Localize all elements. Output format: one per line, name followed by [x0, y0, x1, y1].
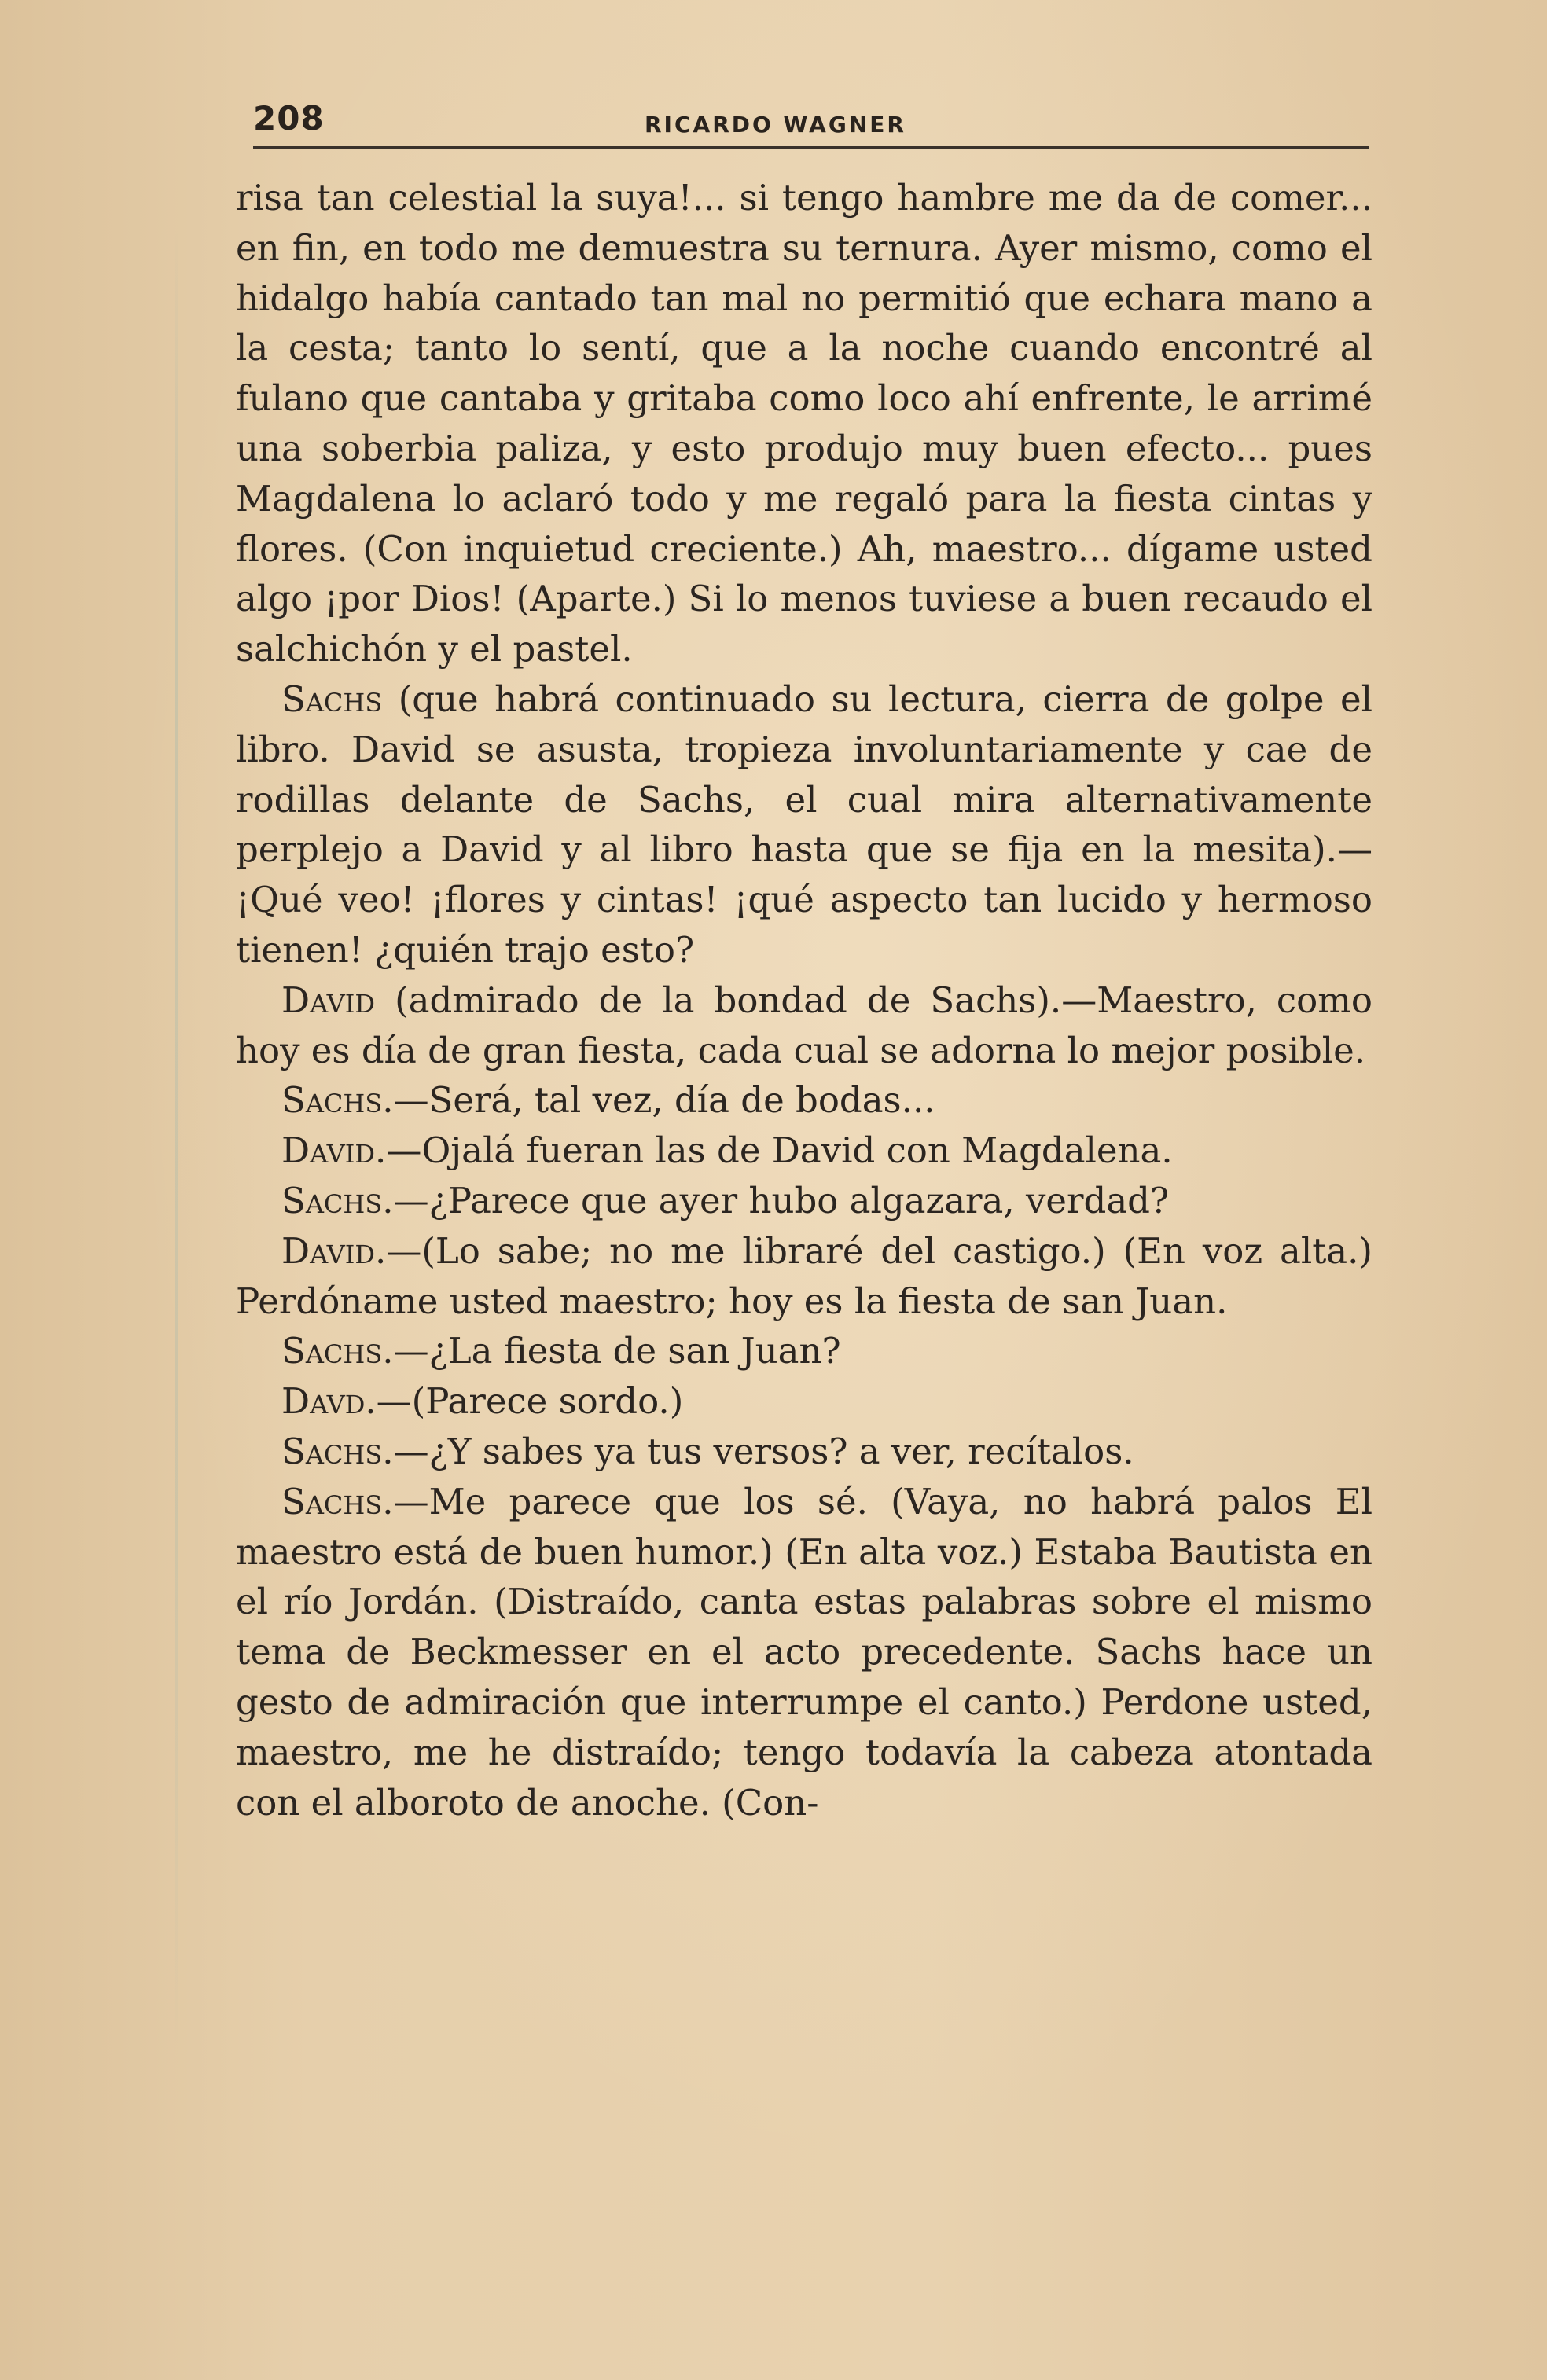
paragraph [236, 1226, 1372, 1327]
body-text [236, 173, 1372, 1827]
header-rule [253, 146, 1369, 149]
paragraph [236, 975, 1372, 1076]
page-number: 208 [253, 99, 325, 138]
page-header [253, 99, 1369, 154]
speech-text: —¿Parece que ayer hubo algazara, verdad? [393, 1179, 1170, 1221]
speaker-name: Sachs. [281, 1330, 394, 1372]
speech-text: —¿Y sabes ya tus versos? a ver, recítalos. [393, 1430, 1134, 1472]
running-head: RICARDO WAGNER [645, 112, 906, 138]
speaker-name: David. [281, 1129, 387, 1172]
speaker-name: Sachs. [281, 1430, 394, 1472]
paragraph: risa tan celestial la suya!... si tengo hambre me da de comer... en fin, en todo me demuestra su ternura. Ayer mismo, como el hidalgo había cantado tan mal no permitió que echara mano a la cesta; tanto lo sentí, que a la noche cuando encontré al fulano que cantaba y gritaba como loco ahí enfrente, le arrimé una soberbia paliza, y esto produjo muy buen efecto... pues Magdalena lo aclaró todo y me regaló para la fiesta cintas y flores. (Con inquietud creciente.) Ah, maestro... dígame usted algo ¡por Dios! (Aparte.) Si lo menos tuviese a buen recaudo el salchichón y el pastel. [236, 177, 1372, 670]
speech-text: —Ojalá fueran las de David con Magdalena. [386, 1129, 1173, 1172]
speech-text: —Me parece que los sé. (Vaya, no habrá palos El maestro está de buen humor.) (En alta voz.) Estaba Bautista en el río Jordán. (Distraído, canta estas palabras sobre el mismo tema de Beckmesser en el acto precedente. Sachs hace un gesto de admiración que interrumpe el canto.) Perdone usted, maestro, me he distraído; tengo todavía la cabeza atontada con el alboroto de anoche. (Con- [236, 1480, 1372, 1824]
paragraph [236, 674, 1372, 975]
speech-text: —Será, tal vez, día de bodas... [393, 1079, 935, 1122]
paragraph [236, 1477, 1372, 1828]
speaker-name: Sachs [281, 678, 383, 720]
paragraph [236, 1326, 1372, 1376]
speaker-name: Sachs. [281, 1079, 394, 1122]
speaker-name: Sachs. [281, 1179, 394, 1221]
speech-text: —(Lo sabe; no me libraré del castigo.) (En voz alta.) Perdóname usted maestro; hoy es la fiesta de san Juan. [236, 1229, 1372, 1322]
speaker-name: Sachs. [281, 1480, 394, 1522]
speech-text: (que habrá continuado su lectura, cierra de golpe el libro. David se asusta, tropieza involuntariamente y cae de rodillas delante de Sachs, el cual mira alternativamente perplejo a David y al libro hasta que se fija en la mesita).—¡Qué veo! ¡flores y cintas! ¡qué aspecto tan lucido y hermoso tienen! ¿quién trajo esto? [236, 678, 1372, 971]
paragraph [236, 1376, 1372, 1427]
paragraph [236, 1427, 1372, 1477]
speech-text: —(Parece sordo.) [376, 1380, 684, 1423]
speaker-name: David. [281, 1229, 387, 1272]
paragraph [236, 1126, 1372, 1176]
paragraph [236, 1075, 1372, 1126]
speaker-name: Davd. [281, 1380, 377, 1423]
speech-text: (admirado de la bondad de Sachs).—Maestro, como hoy es día de gran fiesta, cada cual se adorna lo mejor posible. [236, 979, 1372, 1071]
paragraph [236, 1176, 1372, 1226]
speaker-name: David [281, 979, 376, 1021]
speech-text: —¿La fiesta de san Juan? [393, 1330, 841, 1372]
